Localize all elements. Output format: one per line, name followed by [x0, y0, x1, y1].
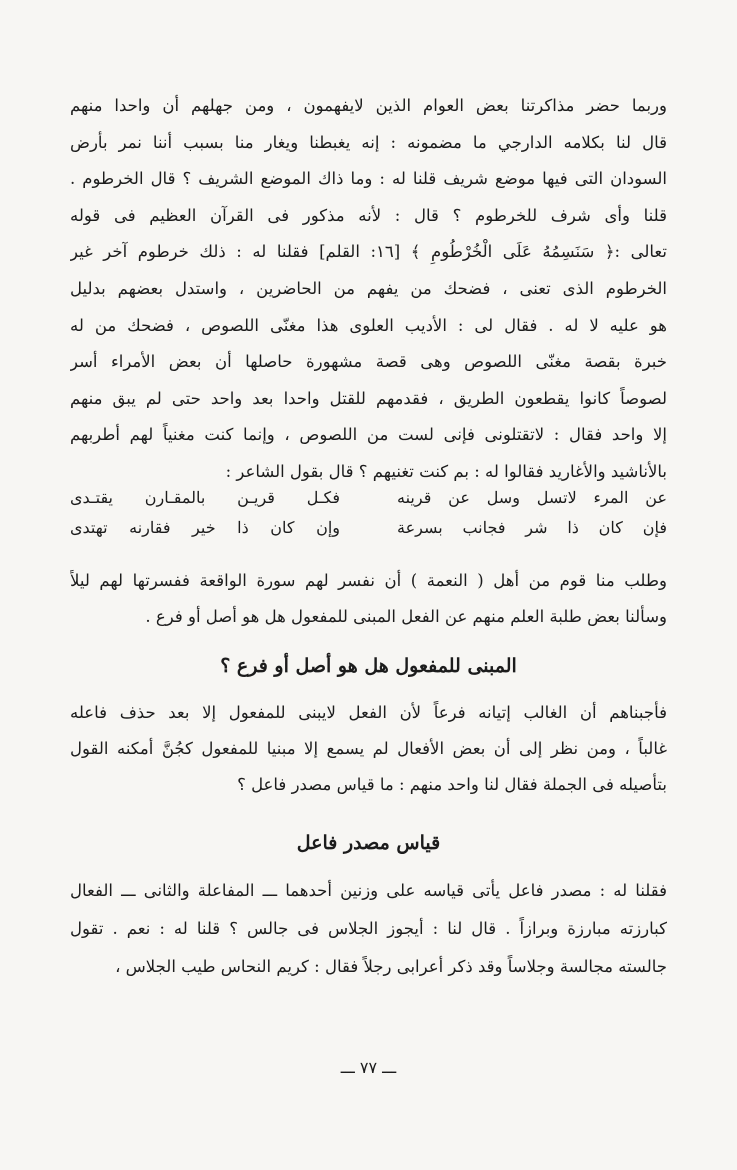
text-line: لصوصاً كانوا يقطعون الطريق ، فقدمهم للقتل واحدا بعد واحد حتى لم يبق منهم — [70, 388, 667, 408]
poem-first-hemistich: عن المرء لاتسل وسل عن قرينه — [397, 488, 667, 507]
paragraph-story — [70, 88, 667, 491]
text-line: بتأصيله فى الجملة فقال لنا واحد منهم : ما قياس مصدر فاعل ؟ — [237, 775, 667, 794]
text-line: قال لنا بكلامه الدارجي ما مضمونه : إنه يغبطنا ويغار منا بسبب أننا نمر بأرض — [70, 132, 667, 152]
poem-second-hemistich: فكـل قريـن بالمقـارن يقتـدى — [70, 488, 340, 507]
text-line: بالأناشيد والأغاريد فقالوا له : بم كنت تغنيهم ؟ قال بقول الشاعر : — [225, 461, 667, 481]
text-line: وطلب منا قوم من أهل ( النعمة ) أن نفسر لهم سورة الواقعة ففسرتها لهم ليلاً — [70, 571, 667, 590]
text-line: خبرة بقصة مغنّى اللصوص وهى قصة مشهورة حاصلها أن بعض الأمراء أسر — [70, 352, 667, 372]
text-line: هو عليه لا له . فقال لى : الأديب العلوى هذا مغنّى اللصوص ، فضحك من له — [70, 315, 667, 335]
text-line: وسألنا بعض طلبة العلم منهم عن الفعل المبنى للمفعول هل هو أصل أو فرع . — [145, 607, 667, 626]
text-line: فقلنا له : مصدر فاعل يأتى قياسه على وزنين أحدهما ـــ المفاعلة والثانى ـــ الفعال — [70, 881, 667, 900]
poem-verse — [70, 483, 667, 513]
text-line: إلا واحد فقال : لاتقتلونى فإنى لست من اللصوص ، وإنما كنت مغنياً لهم أطربهم — [70, 425, 667, 445]
poem-second-hemistich: وإن كان ذا خير فقارنه تهتدى — [70, 518, 340, 537]
paragraph-answer — [70, 695, 667, 803]
paragraph-request — [70, 563, 667, 635]
text-line: تعالى :﴿ سَنَسِمُهُ عَلَى الْخُرْطُومِ ﴾ [١٦: القلم] فقلنا له : ذلك خرطوم آخر غير — [70, 242, 667, 262]
poem-first-hemistich: فإن كان ذا شر فجانب بسرعة — [397, 518, 667, 537]
text-line: السودان التى فيها موضع شريف قلنا له : وما ذاك الموضع الشريف ؟ قال الخرطوم . — [70, 169, 667, 189]
text-line: الخرطوم الذى تعنى ، فضحك من يفهم من الحاضرين ، واستدل بعضهم بدليل — [70, 278, 667, 298]
text-line: قلنا وأى شرف للخرطوم ؟ قال : لأنه مذكور فى القرآن العظيم فى قوله — [70, 205, 667, 225]
poem-block — [70, 483, 667, 543]
section-heading: المبنى للمفعول هل هو أصل أو فرع ؟ — [220, 655, 517, 677]
text-line: كبارزته مبارزة وبرازاً . قال لنا : أيجوز الجلاس فى جالس ؟ قلنا له : نعم . تقول — [70, 919, 667, 938]
paragraph-masdar — [70, 872, 667, 986]
text-line: جالسته مجالسة وجلاساً وقد ذكر أعرابى رجلاً فقال : كريم النحاس طيب الجلاس ، — [115, 957, 667, 976]
text-line: فأجبناهم أن الغالب إتيانه فرعاً لأن الفعل لايبنى للمفعول إلا بعد حذف فاعله — [70, 703, 667, 722]
text-line: وربما حضر مذاكرتنا بعض العوام الذين لايفهمون ، ومن جهلهم أن واحدا منهم — [70, 96, 667, 115]
text-line: غالباً ، ومن نظر إلى أن بعض الأفعال لم يسمع إلا مبنيا للمفعول كجُنَّ أمكنه القول — [70, 739, 667, 758]
poem-verse — [70, 513, 667, 543]
page-number: ـــ ٧٧ ـــ — [340, 1058, 397, 1077]
section-heading: قياس مصدر فاعل — [296, 832, 441, 854]
